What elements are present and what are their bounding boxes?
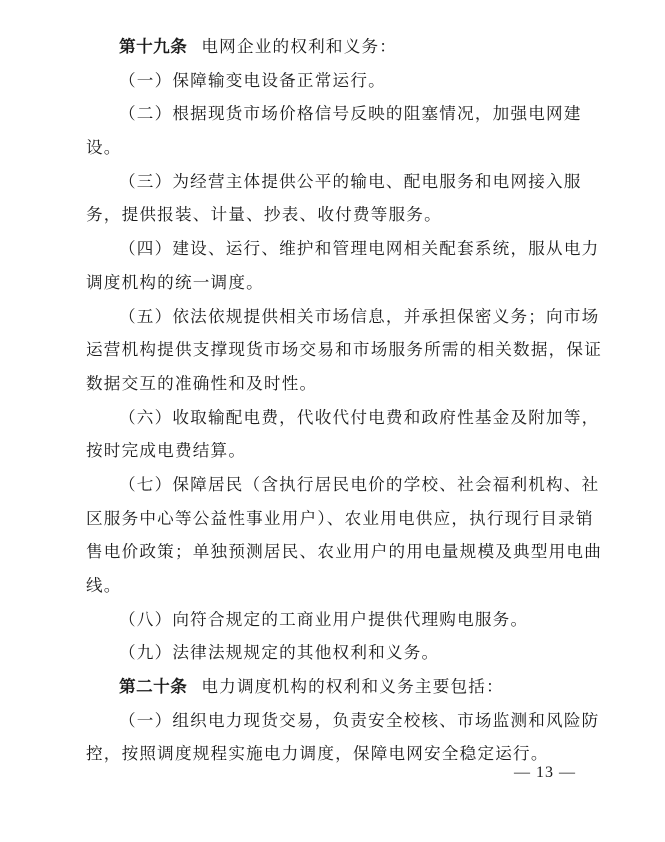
- article-19-item-9-line-1: （九）法律法规规定的其他权利和义务。: [119, 643, 440, 663]
- article-19-item-7-line-3: 售电价政策；单独预测居民、农业用户的用电量规模及典型用电曲: [86, 542, 603, 562]
- article-19-item-8-line-1: （八）向符合规定的工商业用户提供代理购电服务。: [119, 609, 529, 629]
- article-19-title: 电网企业的权利和义务：: [201, 37, 398, 56]
- page-number: — 13 —: [514, 764, 576, 781]
- article-19-item-3-line-1: （三）为经营主体提供公平的输电、配电服务和电网接入服: [119, 171, 582, 191]
- document-body: [86, 30, 603, 771]
- article-19-item-7-line-1: （七）保障居民（含执行居民电价的学校、社会福利机构、社: [119, 474, 600, 494]
- article-19-item-5-line-2: 运营机构提供支撑现货市场交易和市场服务所需的相关数据，保证: [86, 340, 603, 360]
- article-19-item-4-line-1: （四）建设、运行、维护和管理电网相关配套系统，服从电力: [119, 239, 600, 259]
- article-19-item-5-line-3: 数据交互的准确性和及时性。: [86, 373, 318, 393]
- article-20-heading: [86, 670, 586, 704]
- article-19-item-7-line-2: 区服务中心等公益性事业用户）、农业用电供应，执行现行目录销: [86, 508, 594, 528]
- article-19-item-6-line-1: （六）收取输配电费，代收代付电费和政府性基金及附加等，: [119, 407, 600, 427]
- article-19-number: 第十九条: [119, 37, 188, 56]
- article-19-heading: [86, 30, 586, 64]
- article-20-item-1-line-1: （一）组织电力现货交易，负责安全校核、市场监测和风险防: [119, 710, 600, 730]
- article-19-item-7-line-4: 线。: [86, 576, 122, 595]
- article-20-item-1-line-2: 控，按照调度规程实施电力调度，保障电网安全稳定运行。: [86, 744, 549, 764]
- article-19-item-2-line-1: （二）根据现货市场价格信号反映的阻塞情况，加强电网建: [119, 104, 582, 124]
- article-19-item-3-line-2: 务，提供报装、计量、抄表、收付费等服务。: [86, 205, 442, 225]
- article-19-item-4-line-2: 调度机构的统一调度。: [86, 272, 264, 292]
- article-19-item-5-line-1: （五）依法依规提供相关市场信息，并承担保密义务；向市场: [119, 306, 600, 326]
- article-19-item-1-line-1: （一）保障输变电设备正常运行。: [119, 70, 386, 90]
- article-20-title: 电力调度机构的权利和义务主要包括：: [201, 677, 504, 697]
- article-19-item-6-line-2: 按时完成电费结算。: [86, 441, 247, 461]
- article-20-number: 第二十条: [119, 677, 188, 697]
- article-19-item-2-line-2: 设。: [86, 138, 122, 158]
